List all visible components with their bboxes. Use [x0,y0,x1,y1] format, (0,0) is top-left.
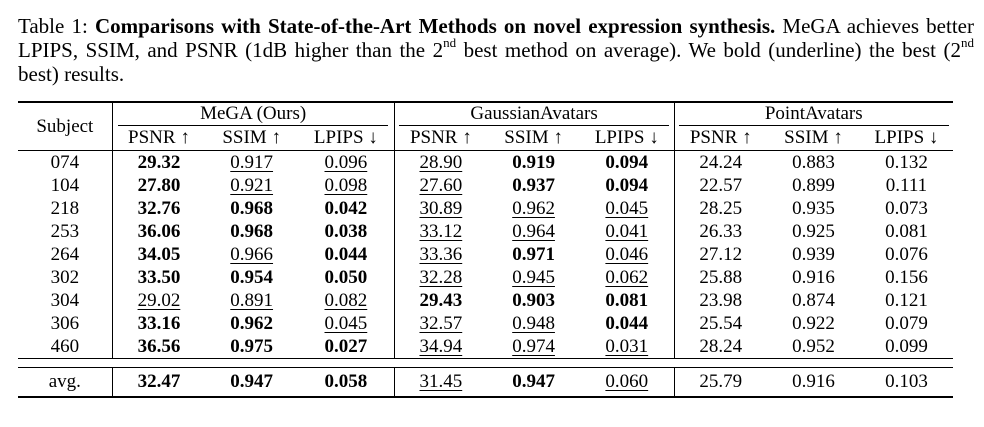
subject-cell: 074 [18,151,112,174]
metric-cell [487,312,580,335]
metric-cell [580,289,674,312]
metric-value: 33.36 [419,243,463,265]
metric-value: 0.947 [512,371,555,392]
metric-cell [487,266,580,289]
metric-cell [205,335,298,359]
metric-value: 0.042 [324,197,368,219]
metric-cell [860,151,953,174]
metric-cell [298,368,394,398]
metric-cell [580,312,674,335]
metric-value: 0.094 [605,174,649,196]
metric-value: 0.948 [512,312,555,334]
metric-value: 34.05 [137,243,181,265]
metric-value: 23.98 [699,289,743,311]
metric-cell [487,197,580,220]
metric-cell [767,174,860,197]
metric-value: 0.038 [324,220,368,242]
metric-value: 32.57 [419,312,463,334]
metric-cell [580,368,674,398]
metric-value: 0.921 [230,174,274,196]
metric-value: 0.156 [885,266,928,288]
metric-cell [112,197,205,220]
metric-value: 0.916 [792,266,835,288]
metric-value: 0.966 [230,243,274,265]
caption-text-3: best) results. [18,62,125,86]
caption-sup-2: nd [960,35,974,50]
metric-value: 26.33 [699,220,743,242]
metric-cell [674,174,767,197]
metric-cell [860,266,953,289]
metric-cell [298,266,394,289]
results-table [18,101,953,398]
table-row [18,243,953,266]
metric-cell [112,289,205,312]
metric-cell [767,220,860,243]
metric-cell [298,289,394,312]
table-row [18,174,953,197]
metric-value: 0.044 [324,243,368,265]
table-row [18,335,953,359]
metric-cell [767,335,860,359]
metric-cell [394,335,487,359]
metric-value: 32.76 [137,197,181,219]
metric-cell [487,335,580,359]
metric-value: 25.88 [699,266,743,288]
metric-cell [860,368,953,398]
metric-cell [112,266,205,289]
metric-cell [205,266,298,289]
subject-cell: 104 [18,174,112,197]
metric-value: 0.046 [605,243,649,265]
metric-value: 0.050 [324,266,368,288]
metric-value: 36.56 [137,335,181,357]
metric-value: 0.031 [605,335,649,357]
metric-cell [205,289,298,312]
caption-sup-1: nd [443,35,457,50]
metric-value: 0.968 [230,197,274,219]
metric-value: 0.041 [605,220,649,242]
group-header-gaussianavatars: GaussianAvatars [399,103,669,126]
metric-header: SSIM ↑ [504,127,563,148]
metric-value: 27.12 [699,243,743,265]
metric-value: 0.121 [885,289,928,311]
subject-cell: 264 [18,243,112,266]
metric-header: PSNR ↑ [128,127,190,148]
metric-cell [860,289,953,312]
subject-cell: 304 [18,289,112,312]
metric-value: 25.79 [699,371,743,392]
table-row [18,312,953,335]
metric-value: 29.32 [137,151,181,173]
metric-cell [112,151,205,174]
metric-cell [580,197,674,220]
metric-value: 0.082 [324,289,368,311]
metric-value: 36.06 [137,220,181,242]
metric-value: 0.916 [792,371,835,392]
metric-value: 0.060 [605,371,649,392]
metric-cell [487,151,580,174]
metric-cell [487,289,580,312]
metric-value: 30.89 [419,197,463,219]
metric-cell [394,197,487,220]
metric-cell [205,151,298,174]
metric-cell [860,220,953,243]
group-header-pointavatars: PointAvatars [679,103,949,126]
metric-cell [674,335,767,359]
metric-value: 25.54 [699,312,743,334]
metric-value: 33.12 [419,220,463,242]
metric-cell [298,335,394,359]
metric-cell [767,151,860,174]
metric-value: 0.883 [792,151,835,173]
metric-cell [298,151,394,174]
metric-cell [394,220,487,243]
metric-cell [298,312,394,335]
metric-cell [487,220,580,243]
metric-cell [580,243,674,266]
metric-value: 0.962 [230,312,274,334]
metric-cell [767,197,860,220]
metric-value: 0.899 [792,174,835,196]
metric-cell [205,220,298,243]
metric-header: LPIPS ↓ [580,126,674,151]
metric-value: 0.954 [230,266,274,288]
table-row [18,289,953,312]
metric-value: 0.937 [512,174,555,196]
metric-cell [112,335,205,359]
metric-cell [298,220,394,243]
metric-cell [860,197,953,220]
metric-cell [580,335,674,359]
table-caption [18,14,974,86]
metric-cell [394,151,487,174]
metric-header: SSIM ↑ [222,127,281,148]
metric-cell [580,220,674,243]
metric-value: 0.975 [230,335,274,357]
metric-value: 0.939 [792,243,835,265]
subject-cell: 302 [18,266,112,289]
metric-value: 22.57 [699,174,743,196]
metric-cell [767,266,860,289]
metric-value: 0.111 [885,174,928,196]
subject-cell: avg. [18,368,112,398]
metric-cell [205,243,298,266]
metric-header: SSIM ↑ [784,127,843,148]
metric-value: 0.935 [792,197,835,219]
metric-value: 28.24 [699,335,743,357]
metric-cell [112,243,205,266]
subject-cell: 306 [18,312,112,335]
metric-value: 0.081 [885,220,928,242]
metric-cell [394,174,487,197]
metric-value: 0.079 [885,312,928,334]
metric-cell [860,335,953,359]
metric-value: 28.90 [419,151,463,173]
metric-cell [487,243,580,266]
metric-cell [112,220,205,243]
metric-value: 28.25 [699,197,743,219]
metric-cell [112,368,205,398]
metric-value: 0.058 [324,371,368,392]
table-row [18,266,953,289]
metric-value: 34.94 [419,335,463,357]
metric-cell [674,289,767,312]
metric-cell [205,174,298,197]
metric-cell [298,197,394,220]
metric-cell [767,312,860,335]
metric-cell [767,368,860,398]
metric-value: 33.16 [137,312,181,334]
metric-value: 0.081 [605,289,649,311]
metric-value: 32.28 [419,266,463,288]
metric-header: LPIPS ↓ [874,127,939,148]
metric-value: 0.917 [230,151,274,173]
metric-cell [487,174,580,197]
metric-value: 0.922 [792,312,835,334]
metric-cell [674,197,767,220]
metric-value: 0.132 [885,151,928,173]
metric-cell [674,266,767,289]
table-row [18,151,953,174]
metric-value: 0.952 [792,335,835,357]
metric-value: 27.60 [419,174,463,196]
metric-value: 0.962 [512,197,555,219]
metric-value: 0.103 [885,371,928,392]
caption-text-1: MeGA achieves better LPIPS, SSIM, and PSNR (1dB higher than the 2 [18,14,974,62]
group-header-mega: MeGA (Ours) [118,103,388,126]
subject-cell: 218 [18,197,112,220]
metric-cell [580,266,674,289]
metric-cell [394,312,487,335]
subject-header: Subject [18,103,112,151]
metric-cell [394,368,487,398]
metric-value: 0.891 [230,289,274,311]
metric-value: 0.044 [605,312,649,334]
metric-value: 0.974 [512,335,555,357]
metric-value: 0.027 [324,335,368,357]
metric-value: 33.50 [137,266,181,288]
metric-cell [674,220,767,243]
metric-value: 0.073 [885,197,928,219]
metric-value: 27.80 [137,174,181,196]
metric-value: 0.874 [792,289,835,311]
metric-value: 0.076 [885,243,928,265]
metric-value: 0.971 [512,243,555,265]
metric-value: 0.045 [605,197,649,219]
metric-cell [298,174,394,197]
metric-cell [860,312,953,335]
metric-cell [580,174,674,197]
metric-value: 0.099 [885,335,928,357]
metric-cell [394,266,487,289]
metric-value: 31.45 [419,371,463,392]
metric-value: 0.947 [230,371,274,392]
subject-cell: 253 [18,220,112,243]
metric-value: 32.47 [137,371,181,392]
metric-cell [860,243,953,266]
metric-value: 0.964 [512,220,555,242]
caption-bold-title: Comparisons with State-of-the-Art Methods on novel expression synthesis. [94,14,776,38]
metric-value: 0.062 [605,266,649,288]
caption-label: Table 1: [18,14,88,38]
metric-cell [394,289,487,312]
metric-cell [298,243,394,266]
average-row [18,368,953,398]
metric-cell [674,151,767,174]
metric-cell [487,368,580,398]
metric-value: 0.919 [512,151,555,173]
metric-cell [205,197,298,220]
metric-value: 0.045 [324,312,368,334]
metric-value: 0.925 [792,220,835,242]
subject-cell: 460 [18,335,112,359]
metric-value: 0.945 [512,266,555,288]
metric-value: 0.098 [324,174,368,196]
metric-cell [112,312,205,335]
metric-cell [860,174,953,197]
metric-cell [767,243,860,266]
metric-value: 0.968 [230,220,274,242]
metric-value: 24.24 [699,151,743,173]
caption-text-2: best method on average). We bold (underline) the best (2 [456,38,961,62]
metric-cell [767,289,860,312]
metric-header: PSNR ↑ [409,127,472,148]
metric-value: 0.903 [512,289,555,311]
metric-value: 0.094 [605,151,649,173]
metric-cell [674,243,767,266]
table-row [18,197,953,220]
metric-value: 0.096 [324,151,368,173]
metric-cell [394,243,487,266]
metric-value: 29.43 [419,289,463,311]
metric-header: PSNR ↑ [689,127,752,148]
metric-value: 29.02 [137,289,181,311]
metric-header: LPIPS ↓ [298,126,394,151]
metric-cell [205,368,298,398]
metric-cell [580,151,674,174]
metric-cell [112,174,205,197]
metric-cell [674,368,767,398]
metric-cell [674,312,767,335]
metric-cell [205,312,298,335]
table-row [18,220,953,243]
